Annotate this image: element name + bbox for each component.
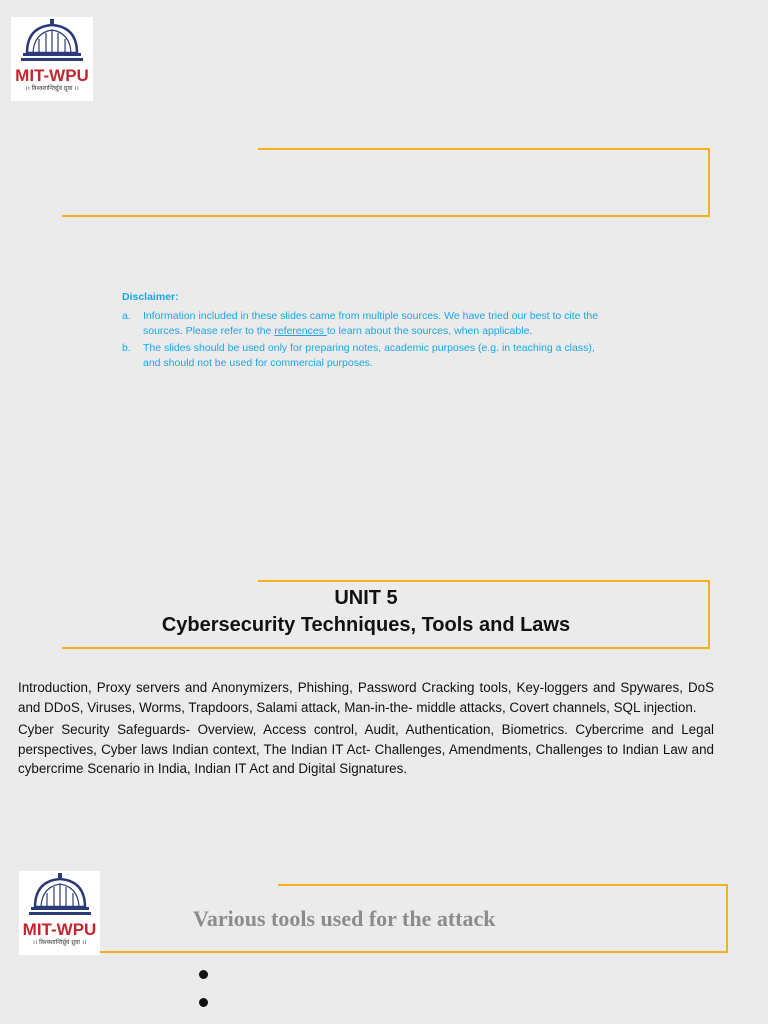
bullet-point <box>199 998 208 1007</box>
unit-frame-right <box>708 580 710 649</box>
logo-motto: ।। विश्वशान्तिर्ध्रुवं ध्रुवा ।। <box>32 939 87 946</box>
mit-wpu-logo <box>11 17 93 101</box>
mit-wpu-logo <box>19 871 100 955</box>
unit-number: UNIT 5 <box>334 587 398 609</box>
disclaimer-marker: b. <box>122 342 131 354</box>
tools-frame-bottom <box>100 951 728 953</box>
logo-motto: ।। विश्वशान्तिर्ध्रुवं ध्रुवा ।। <box>25 85 79 92</box>
syllabus-paragraph: Introduction, Proxy servers and Anonymizers, Phishing, Password Cracking tools, Key-loggers and Spywares, DoS and DDoS, Viruses, Worms, Trapdoors, Salami attack, Man-in-the- middle attacks, Covert channels, SQL injection. <box>18 680 714 715</box>
unit-title <box>64 585 668 639</box>
disclaimer-text: The slides should be used only for preparing notes, academic purposes (e.g. in teaching a class), and should not be used for commercial purposes. <box>143 342 595 369</box>
disclaimer-text-part: to learn about the sources, when applicable. <box>326 325 533 337</box>
disclaimer-marker: a. <box>122 310 131 322</box>
tools-slide-title: Various tools used for the attack <box>193 906 496 931</box>
gold-frame-right <box>708 148 710 217</box>
dome-icon <box>19 19 85 65</box>
gold-frame-bottom <box>62 215 710 217</box>
gold-frame-top <box>258 148 710 150</box>
disclaimer-text <box>143 309 602 339</box>
disclaimer-item-b <box>122 341 602 371</box>
disclaimer-text-part: Information included in these slides came from multiple sources. We have tried our best to cite the sources. Please refer to the <box>143 310 599 337</box>
unit-name: Cybersecurity Techniques, Tools and Laws <box>161 614 571 636</box>
bullet-point <box>199 970 208 979</box>
disclaimer-item-a <box>122 309 602 339</box>
logo-wordmark: MIT-WPU <box>15 66 89 85</box>
unit-frame-bottom <box>62 647 710 649</box>
references-link[interactable]: references <box>274 325 327 337</box>
syllabus-paragraph: Cyber Security Safeguards- Overview, Access control, Audit, Authentication, Biometrics. Cybercrime and Legal perspectives, Cyber laws Indian context, The Indian IT Act- Challenges, Amendments, Challenges to Indian Law and cybercrime Scenario in India, Indian IT Act and Digital Signatures. <box>18 722 714 776</box>
tools-frame-right <box>726 884 728 953</box>
syllabus-text <box>18 678 714 782</box>
unit-frame-top <box>258 580 710 582</box>
disclaimer <box>122 290 602 373</box>
logo-wordmark: MIT-WPU <box>22 920 97 939</box>
disclaimer-title: Disclaimer: <box>122 291 179 303</box>
dome-icon <box>27 873 93 919</box>
tools-frame-top <box>278 884 728 886</box>
